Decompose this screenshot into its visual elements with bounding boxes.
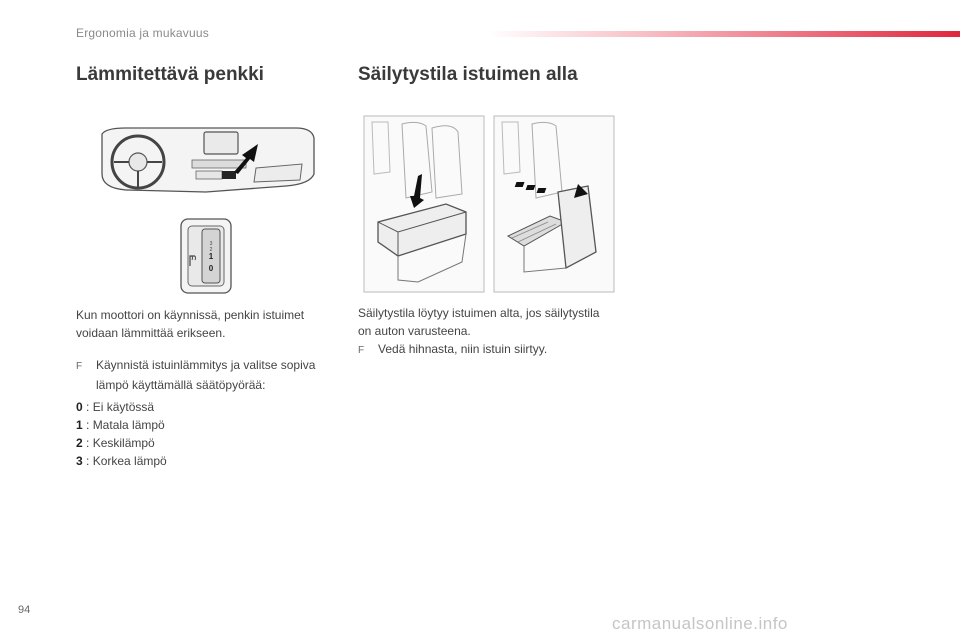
storage-panel-closed	[364, 116, 484, 292]
dial-label-1: 1	[208, 252, 214, 261]
bullet-icon: F	[358, 345, 365, 356]
heating-level-legend	[76, 398, 167, 470]
instruction-line-1: Käynnistä istuinlämmitys ja valitse sopiva	[96, 358, 316, 372]
storage-instruction: Vedä hihnasta, niin istuin siirtyy.	[378, 342, 548, 356]
instruction-line-2: lämpö käyttämällä säätöpyörää:	[96, 378, 266, 392]
dial-label-0: 0	[208, 264, 214, 273]
under-seat-storage-heading: Säilytystila istuimen alla	[358, 64, 578, 85]
svg-text:3: 3	[209, 241, 213, 247]
legend-item: 3 : Korkea lämpö	[76, 454, 167, 468]
storage-panel-open	[494, 116, 614, 292]
watermark: carmanualsonline.info	[612, 614, 788, 633]
storage-body-line-1: Säilytystila löytyy istuimen alta, jos säilytystila	[358, 306, 600, 320]
heated-seat-dial-illustration	[178, 216, 234, 296]
under-seat-storage-illustration	[362, 112, 618, 296]
svg-text:2: 2	[209, 247, 213, 253]
bullet-icon: F	[76, 361, 83, 372]
intro-line-1: Kun moottori on käynnissä, penkin istuimet	[76, 308, 305, 322]
intro-line-2: voidaan lämmittää erikseen.	[76, 326, 226, 340]
legend-item: 0 : Ei käytössä	[76, 400, 155, 414]
header-accent-bar	[488, 31, 960, 37]
section-title: Ergonomia ja mukavuus	[76, 26, 209, 40]
legend-item: 1 : Matala lämpö	[76, 418, 165, 432]
page-number: 94	[18, 604, 31, 616]
legend-item: 2 : Keskilämpö	[76, 436, 155, 450]
heated-seat-heading: Lämmitettävä penkki	[76, 64, 264, 85]
dashboard-illustration	[96, 124, 320, 196]
storage-body-line-2: on auton varusteena.	[358, 324, 471, 338]
